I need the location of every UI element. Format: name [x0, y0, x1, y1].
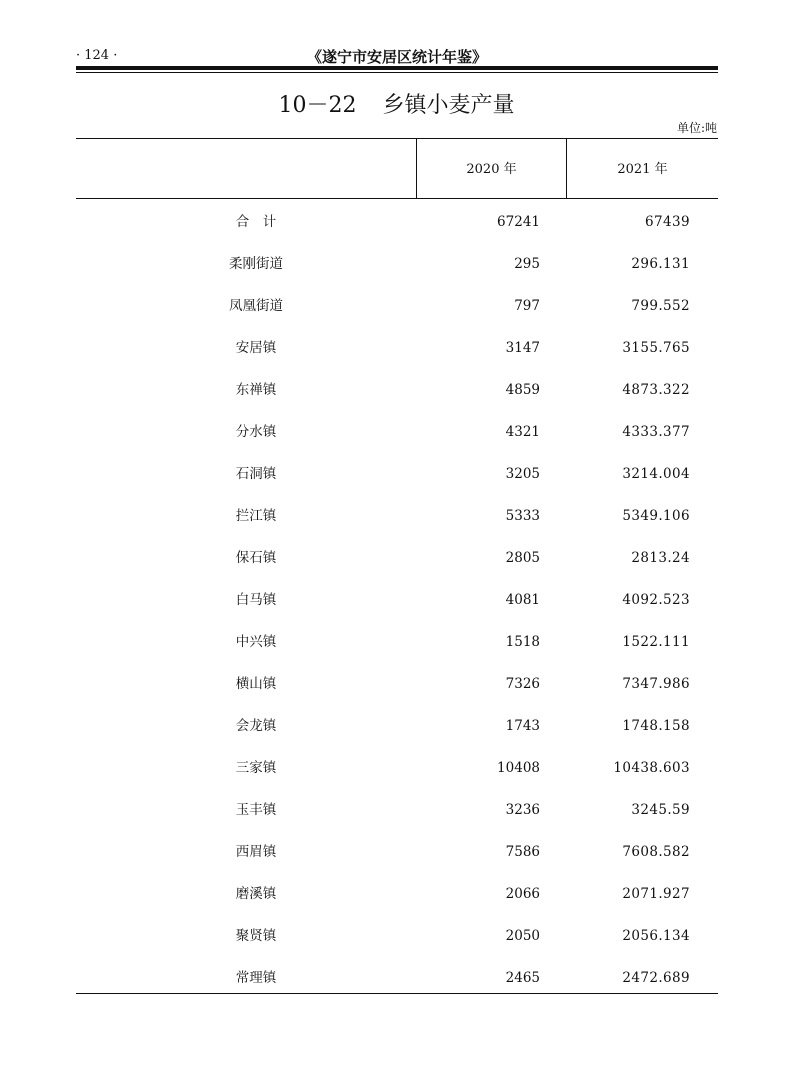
page-number: · 124 ·	[76, 48, 118, 63]
table-title-text: 乡镇小麦产量	[382, 93, 515, 118]
value-2021-cell: 2071.927	[622, 886, 690, 902]
value-2020-cell: 5333	[505, 508, 540, 524]
table-row	[76, 957, 718, 999]
book-title: 《遂宁市安居区统计年鉴》	[306, 48, 487, 66]
value-2021-cell: 10438.603	[613, 760, 690, 776]
value-2021-cell: 7347.986	[622, 676, 690, 692]
value-2021-cell: 4873.322	[622, 382, 690, 398]
row-name-cell: 东禅镇	[235, 382, 277, 398]
table-header	[76, 139, 718, 199]
value-2020-cell: 2805	[505, 550, 540, 566]
value-2020-cell: 7586	[505, 844, 540, 860]
table-row	[76, 285, 718, 327]
value-2020-cell: 3236	[505, 802, 540, 818]
row-name-cell: 石洞镇	[235, 466, 277, 482]
header-cell-2021: 2021 年	[617, 162, 668, 177]
value-2021-cell: 296.131	[631, 256, 690, 272]
value-2021-cell: 3155.765	[622, 340, 690, 356]
table-row	[76, 453, 718, 495]
value-2021-cell: 799.552	[631, 298, 690, 314]
table-title	[0, 88, 793, 119]
value-2021-cell: 2472.689	[622, 970, 690, 986]
value-2020-cell: 67241	[497, 214, 540, 230]
row-name-cell: 柔刚街道	[229, 256, 283, 272]
row-name-cell: 横山镇	[235, 676, 277, 692]
value-2021-cell: 4333.377	[622, 424, 690, 440]
value-2020-cell: 4859	[505, 382, 540, 398]
value-2021-cell: 1748.158	[622, 718, 690, 734]
row-name-cell: 三家镇	[235, 760, 277, 776]
value-2021-cell: 4092.523	[622, 592, 690, 608]
value-2020-cell: 1743	[505, 718, 540, 734]
table-row	[76, 789, 718, 831]
row-name-cell: 合 计	[235, 214, 277, 230]
row-name-cell: 聚贤镇	[235, 928, 277, 944]
value-2021-cell: 67439	[645, 214, 690, 230]
table-number: 10－22	[278, 93, 357, 118]
value-2020-cell: 1518	[505, 634, 540, 650]
value-2020-cell: 2465	[505, 970, 540, 986]
table-row	[76, 369, 718, 411]
row-name-cell: 保石镇	[235, 550, 277, 566]
value-2020-cell: 10408	[497, 760, 540, 776]
value-2020-cell: 3205	[505, 466, 540, 482]
table-row	[76, 243, 718, 285]
value-2021-cell: 5349.106	[622, 508, 690, 524]
table-row	[76, 537, 718, 579]
table-row	[76, 579, 718, 621]
value-2021-cell: 3214.004	[622, 466, 690, 482]
row-name-cell: 凤凰街道	[229, 298, 283, 314]
table-row	[76, 201, 718, 243]
value-2021-cell: 2056.134	[622, 928, 690, 944]
value-2021-cell: 2813.24	[631, 550, 690, 566]
header-cell-name	[76, 139, 416, 198]
value-2020-cell: 7326	[505, 676, 540, 692]
table-row	[76, 915, 718, 957]
row-name-cell: 常理镇	[235, 970, 277, 986]
table-row	[76, 411, 718, 453]
table-row	[76, 873, 718, 915]
table-row	[76, 831, 718, 873]
row-name-cell: 西眉镇	[235, 844, 277, 860]
value-2020-cell: 4321	[505, 424, 540, 440]
table-row	[76, 663, 718, 705]
header-cell-2020: 2020 年	[466, 162, 517, 177]
value-2020-cell: 295	[514, 256, 540, 272]
row-name-cell: 玉丰镇	[235, 802, 277, 818]
header-rule-thin	[76, 72, 718, 73]
table-row	[76, 495, 718, 537]
row-name-cell: 中兴镇	[235, 634, 277, 650]
value-2020-cell: 797	[514, 298, 540, 314]
table-row	[76, 621, 718, 663]
data-table	[76, 138, 718, 994]
unit-label: 单位:吨	[676, 121, 717, 135]
row-name-cell: 分水镇	[235, 424, 277, 440]
row-name-cell: 白马镇	[235, 592, 277, 608]
value-2021-cell: 7608.582	[622, 844, 690, 860]
running-head	[76, 46, 718, 68]
value-2020-cell: 2066	[505, 886, 540, 902]
value-2021-cell: 3245.59	[631, 802, 690, 818]
row-name-cell: 会龙镇	[235, 718, 277, 734]
row-name-cell: 磨溪镇	[235, 886, 277, 902]
value-2021-cell: 1522.111	[622, 634, 690, 650]
table-row	[76, 327, 718, 369]
value-2020-cell: 3147	[505, 340, 540, 356]
value-2020-cell: 4081	[505, 592, 540, 608]
table-row	[76, 747, 718, 789]
row-name-cell: 拦江镇	[235, 508, 277, 524]
table-row	[76, 705, 718, 747]
row-name-cell: 安居镇	[235, 340, 277, 356]
value-2020-cell: 2050	[505, 928, 540, 944]
header-rule-thick	[76, 66, 718, 70]
